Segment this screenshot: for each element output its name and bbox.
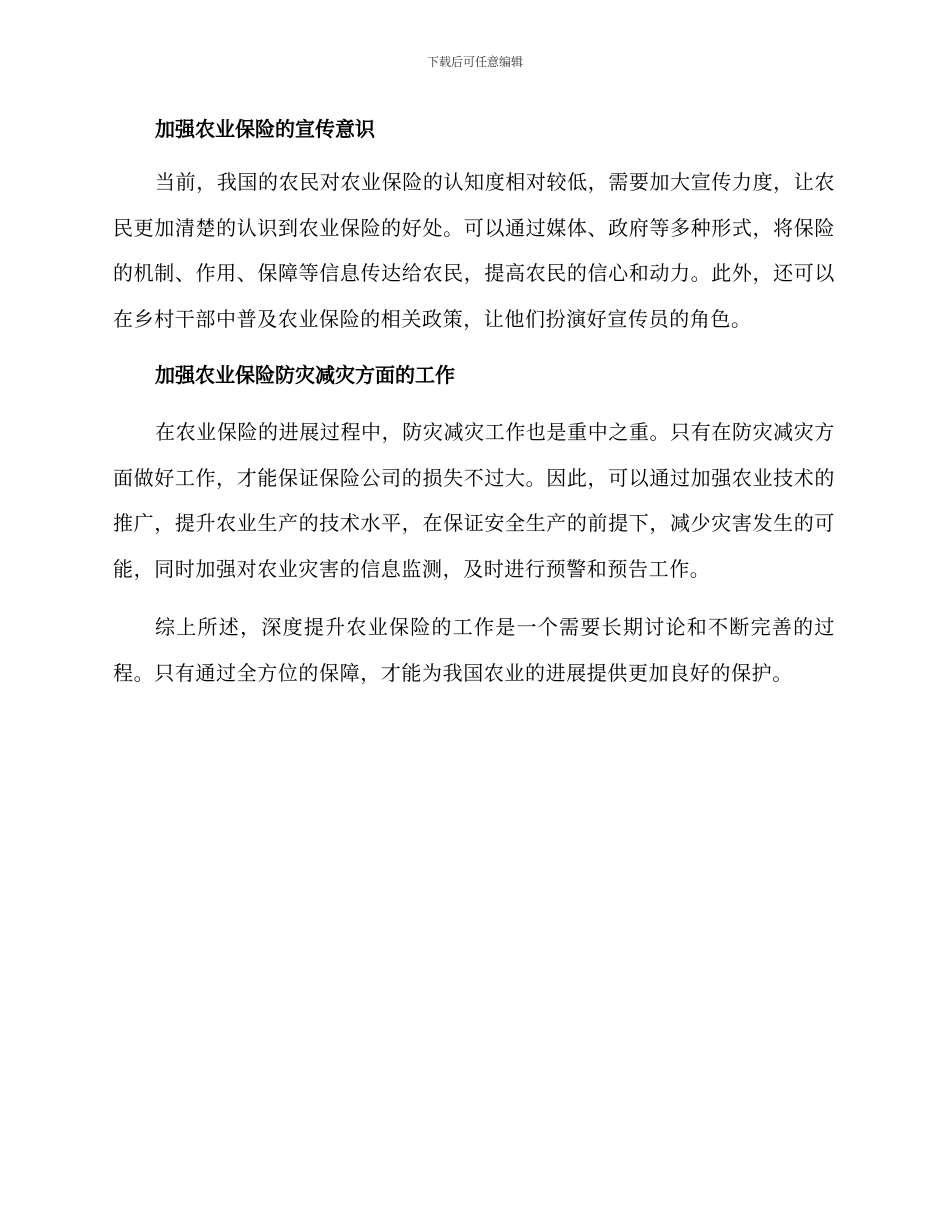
page-header: 下载后可任意编辑 — [426, 55, 523, 69]
section-heading-promotion: 加强农业保险的宣传意识 — [155, 117, 375, 141]
section-paragraph-promotion: 当前，我国的农民对农业保险的认知度相对较低，需要加大宣传力度，让农民更加清楚的认识到农业保险的好处。可以通过媒体、政府等多种形式，将保险的机制、作用、保障等信息传达给农民，提高农民的信心和动力。此外，还可以在乡村干部中普及农业保险的相关政策，让他们扮演好宣传员的角色。 — [113, 170, 835, 331]
section-heading-disaster-prevention: 加强农业保险防灾减灾方面的工作 — [155, 363, 455, 387]
section-paragraph-disaster-prevention: 在农业保险的进展过程中，防灾减灾工作也是重中之重。只有在防灾减灾方面做好工作，才能保证保险公司的损失不过大。因此，可以通过加强农业技术的推广，提升农业生产的技术水平，在保证安全生产的前提下，减少灾害发生的可能，同时加强对农业灾害的信息监测，及时进行预警和预告工作。 — [113, 420, 835, 581]
conclusion-paragraph: 综上所述，深度提升农业保险的工作是一个需要长期讨论和不断完善的过程。只有通过全方位的保障，才能为我国农业的进展提供更加良好的保护。 — [113, 615, 835, 685]
document-body — [113, 110, 835, 696]
